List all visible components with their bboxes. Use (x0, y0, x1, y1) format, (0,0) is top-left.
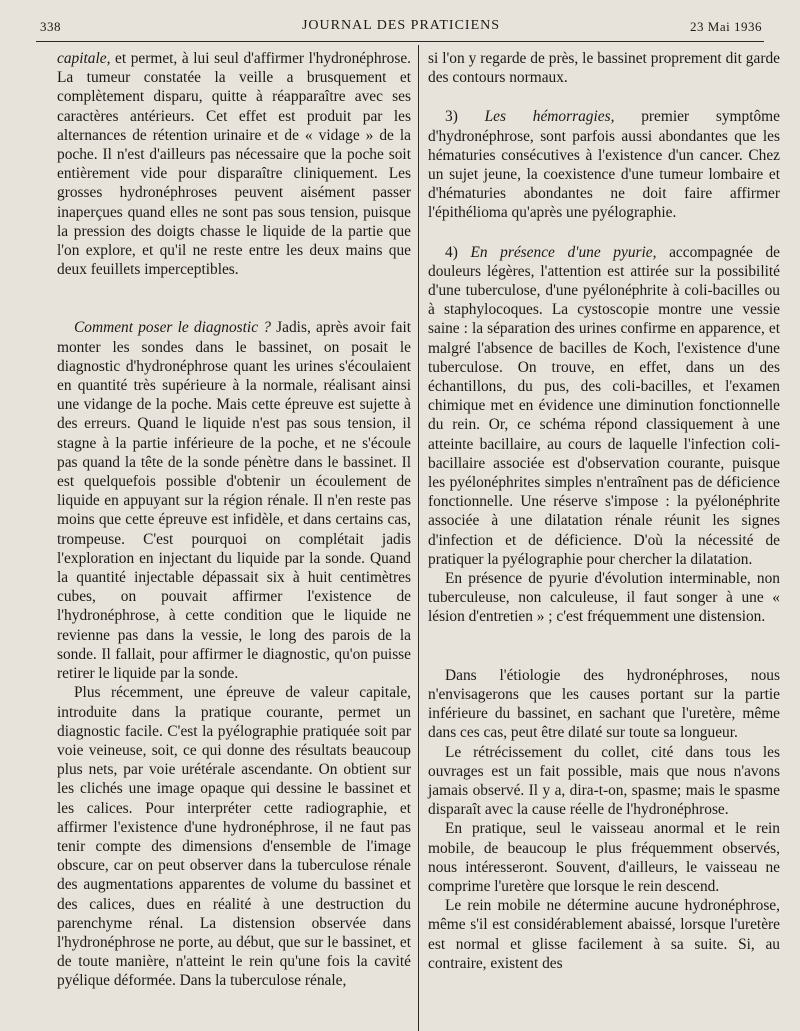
column-divider (418, 45, 419, 1031)
paragraph-body: Jadis, après avoir fait monter les sondes dans le bassinet, on posait le diagnostic d'hydronéphrose quant les urines s'écoulaient en quantité très supérieure à la normale, réalisant ainsi une vidange de la poche. Mais cette épreuve est sujette à des erreurs. Quand le liquide n'est pas sous tension, il stagne à la partie inférieure de la poche, et ne s'écoule pas quand la tête de la sonde pénètre dans le bassinet. Il est quelquefois possible d'obtenir un écoulement de liquide en appuyant sur la région rénale. Il n'en reste pas moins que cette épreuve est infidèle, et dans certains cas, trompeuse. C'est pourquoi on complétait jadis l'exploration en injectant du liquide par la sonde. Quand la quantité injectable dépassait six à huit centimètres cubes, on pouvait affirmer l'existence de l'hydronéphrose, à cette condition que le liquide ne revienne pas dans la vessie, le long des parois de la sonde. Il fallait, pour affirmer le diagnostic, qu'on puisse retirer le liquide par la sonde. (57, 319, 412, 683)
paragraph: Le rein mobile ne détermine aucune hydronéphrose, même s'il est considérablement abaissé, lorsque l'uretère est normal et glisse facilement à sa suite. Si, au contraire, existent des (428, 897, 780, 972)
paragraph: si l'on y regarde de près, le bassinet proprement dit garde des contours normaux. (428, 50, 780, 87)
right-column (428, 49, 780, 973)
paragraph: Dans l'étiologie des hydronéphroses, nous n'envisagerons que les causes portant sur la partie inférieure du bassinet, en sachant que l'uretère, même dans ces cas, peut être dilaté sur toute sa longueur. (428, 666, 780, 742)
paragraph-lead: Comment poser le diagnostic ? (74, 319, 271, 337)
paragraph-lead: capitale, (57, 50, 111, 67)
paragraph: Le rétrécissement du collet, cité dans tous les ouvrages est un fait possible, mais que nous n'avons jamais observé. Il y a, dira-t-on, spasme; mais le spasme disparaît avec la cause réelle de l'hydronéphrose. (428, 743, 780, 819)
list-number: 4) (445, 243, 458, 261)
paragraph: En pratique, seul le vaisseau anormal et le rein mobile, de beaucoup le plus fréquemment observés, nous intéresseront. Souvent, d'ailleurs, le vaisseau ne comprime l'uretère que lorsque le rein descend. (428, 820, 780, 895)
paragraph-body: et permet, à lui seul d'affirmer l'hydronéphrose. La tumeur constatée la veille a brusquement et complètement disparu, quitte à réapparaître avec ses caractères antérieurs. Cet effet est produit par les alternances de rétention urinaire et de « vidage » de la poche. Il n'est d'ailleurs pas nécessaire que la poche soit entièrement vide pour disparaître cliniquement. Les grosses hydronéphroses peuvent aisément passer inaperçues quand elles ne sont pas sous tension, puisque la pression des doigts chasse le liquide de la partie que l'on explore, et qu'il ne reste entre les deux mains que deux feuillets imperceptibles. (57, 50, 411, 279)
paragraph (57, 49, 411, 279)
issue-date: 23 Mai 1936 (690, 19, 762, 34)
paragraph: En présence de pyurie d'évolution interminable, non tuberculeuse, non calculeuse, il faut songer à une « lésion d'entretien » ; c'est fréquemment une distension. (428, 570, 780, 626)
paragraph-lead: En présence d'une pyurie, (470, 243, 657, 261)
paragraph-body: premier symptôme d'hydronéphrose, sont parfois aussi abondantes que les hématuries consécutives à l'existence d'un cancer. Chez un sujet jeune, la coexistence d'une tumeur lombaire et d'hématuries abondantes ne doit faire affirmer l'épithélioma qu'après une pyélographie. (428, 108, 780, 222)
list-number: 3) (445, 108, 458, 126)
paragraph (428, 107, 780, 222)
paragraph (428, 243, 780, 569)
journal-title: JOURNAL DES PRATICIENS (301, 18, 501, 33)
page-header (40, 13, 762, 39)
left-column (57, 49, 411, 991)
paragraph-body: accompagnée de douleurs légères, l'attention est attirée sur la possibilité d'une tuberculose, d'une pyélonéphrite à coli-bacilles ou à staphylocoques. La cystoscopie montre une vessie saine : la séparation des urines confirme en apparence, et malgré l'absence de bacilles de Koch, l'existence d'une tuberculose. On trouve, en effet, dans un des échantillons, du pus, des coli-bacilles, et l'examen chimique met en évidence une diminution fonctionnelle du rein. Or, ce schéma répond classiquement à une atteinte bacillaire, au cours de laquelle l'infection coli-bacillaire associée est d'observation courante, puisque les pyélonéphrites simples n'entraînent pas de déficience fonctionnelle. Une réserve s'impose : la pyélonéphrite associée à une dilatation rénale réunit les signes d'infection et de déficience. D'où la nécessité de pratiquer la pyélographie pour chercher la dilatation. (428, 243, 780, 568)
header-rule (36, 41, 764, 42)
paragraph (57, 318, 411, 683)
paragraph-lead: Les hémorragies, (484, 108, 615, 126)
paragraph: Plus récemment, une épreuve de valeur capitale, introduite dans la pratique courante, permet un diagnostic facile. C'est la pyélographie pratiquée soit par voie veineuse, soit, ce qui donne des résultats beaucoup plus nets, par voie urétérale ascendante. On obtient sur les clichés une image opaque qui dessine le bassinet et les calices. Pour interpréter cette radiographie, et affirmer l'existence d'une hydronéphrose, il ne faut pas tenir compte des dimensions d'ensemble de l'image obscure, car on peut observer dans la tuberculose rénale des augmentations apparentes de volume du bassinet et des calices, dues en réalité à une destruction du parenchyme rénal. La distension observée dans l'hydronéphrose ne porte, au début, que sur le bassinet, et de toute manière, n'atteint le rein qu'une fois la cavité pyélique déformée. Dans la tuberculose rénale, (57, 684, 411, 990)
page-number: 338 (40, 19, 61, 34)
